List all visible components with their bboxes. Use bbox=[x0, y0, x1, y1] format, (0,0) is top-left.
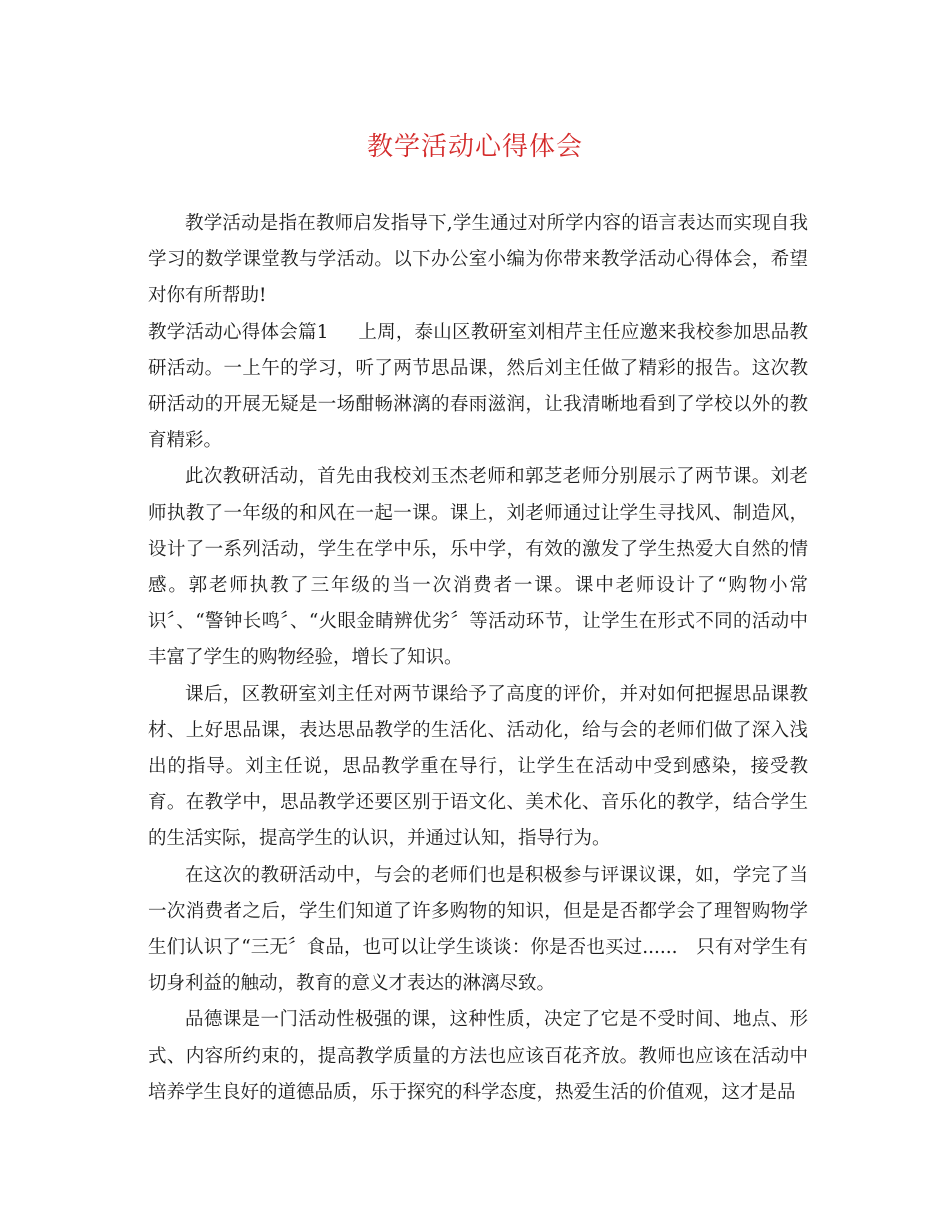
document-body bbox=[148, 206, 808, 1111]
body-paragraph: 课后，区教研室刘主任对两节课给予了高度的评价，并对如何把握思品课教材、上好思品课，表达思品教学的生活化、活动化，给与会的老师们做了深入浅出的指导。刘主任说，思品教学重在导行，让学生在活动中受到感染，接受教育。在教学中，思品教学还要区别于语文化、美术化、音乐化的教学，结合学生的生活实际，提高学生的认识，并通过认知，指导行为。 bbox=[148, 683, 808, 850]
section-first-text: 上周，泰山区教研室刘相芹主任应邀来我校参加思品教研活动。一上午的学习，听了两节思品课，然后刘主任做了精彩的报告。这次教研活动的开展无疑是一场酣畅淋漓的春雨滋润，让我清晰地看到了学校以外的教育精彩。 bbox=[148, 321, 808, 452]
section-heading: 教学活动心得体会篇1 bbox=[148, 321, 329, 343]
body-paragraph: 在这次的教研活动中，与会的老师们也是积极参与评课议课，如，学完了当一次消费者之后，学生们知道了许多购物的知识，但是是否都学会了理智购物学生们认识了“三无〞食品，也可以让学生谈谈：你是否也买过...... 只有对学生有切身利益的触动，教育的意义才表达的淋漓尽致。 bbox=[148, 864, 808, 995]
section-first-paragraph bbox=[148, 315, 808, 460]
body-paragraph: 品德课是一门活动性极强的课，这种性质，决定了它是不受时间、地点、形式、内容所约束的，提高教学质量的方法也应该百花齐放。教师也应该在活动中培养学生良好的道德品质，乐于探究的科学态度，热爱生活的价值观，这才是品 bbox=[148, 1009, 808, 1103]
document-title: 教学活动心得体会 bbox=[366, 132, 583, 162]
intro-paragraph: 教学活动是指在教师启发指导下,学生通过对所学内容的语言表达而实现自我学习的数学课堂教与学活动。以下办公室小编为你带来教学活动心得体会，希望对你有所帮助! bbox=[148, 213, 808, 307]
body-paragraph: 此次教研活动，首先由我校刘玉杰老师和郭芝老师分别展示了两节课。刘老师执教了一年级的和风在一起一课。课上，刘老师通过让学生寻找风、制造风，设计了一系列活动，学生在学中乐，乐中学，有效的激发了学生热爱大自然的情感。郭老师执教了三年级的当一次消费者一课。课中老师设计了“购物小常识〞、“警钟长鸣〞、“火眼金睛辨优劣〞等活动环节，让学生在形式不同的活动中丰富了学生的购物经验，增长了知识。 bbox=[148, 466, 808, 669]
